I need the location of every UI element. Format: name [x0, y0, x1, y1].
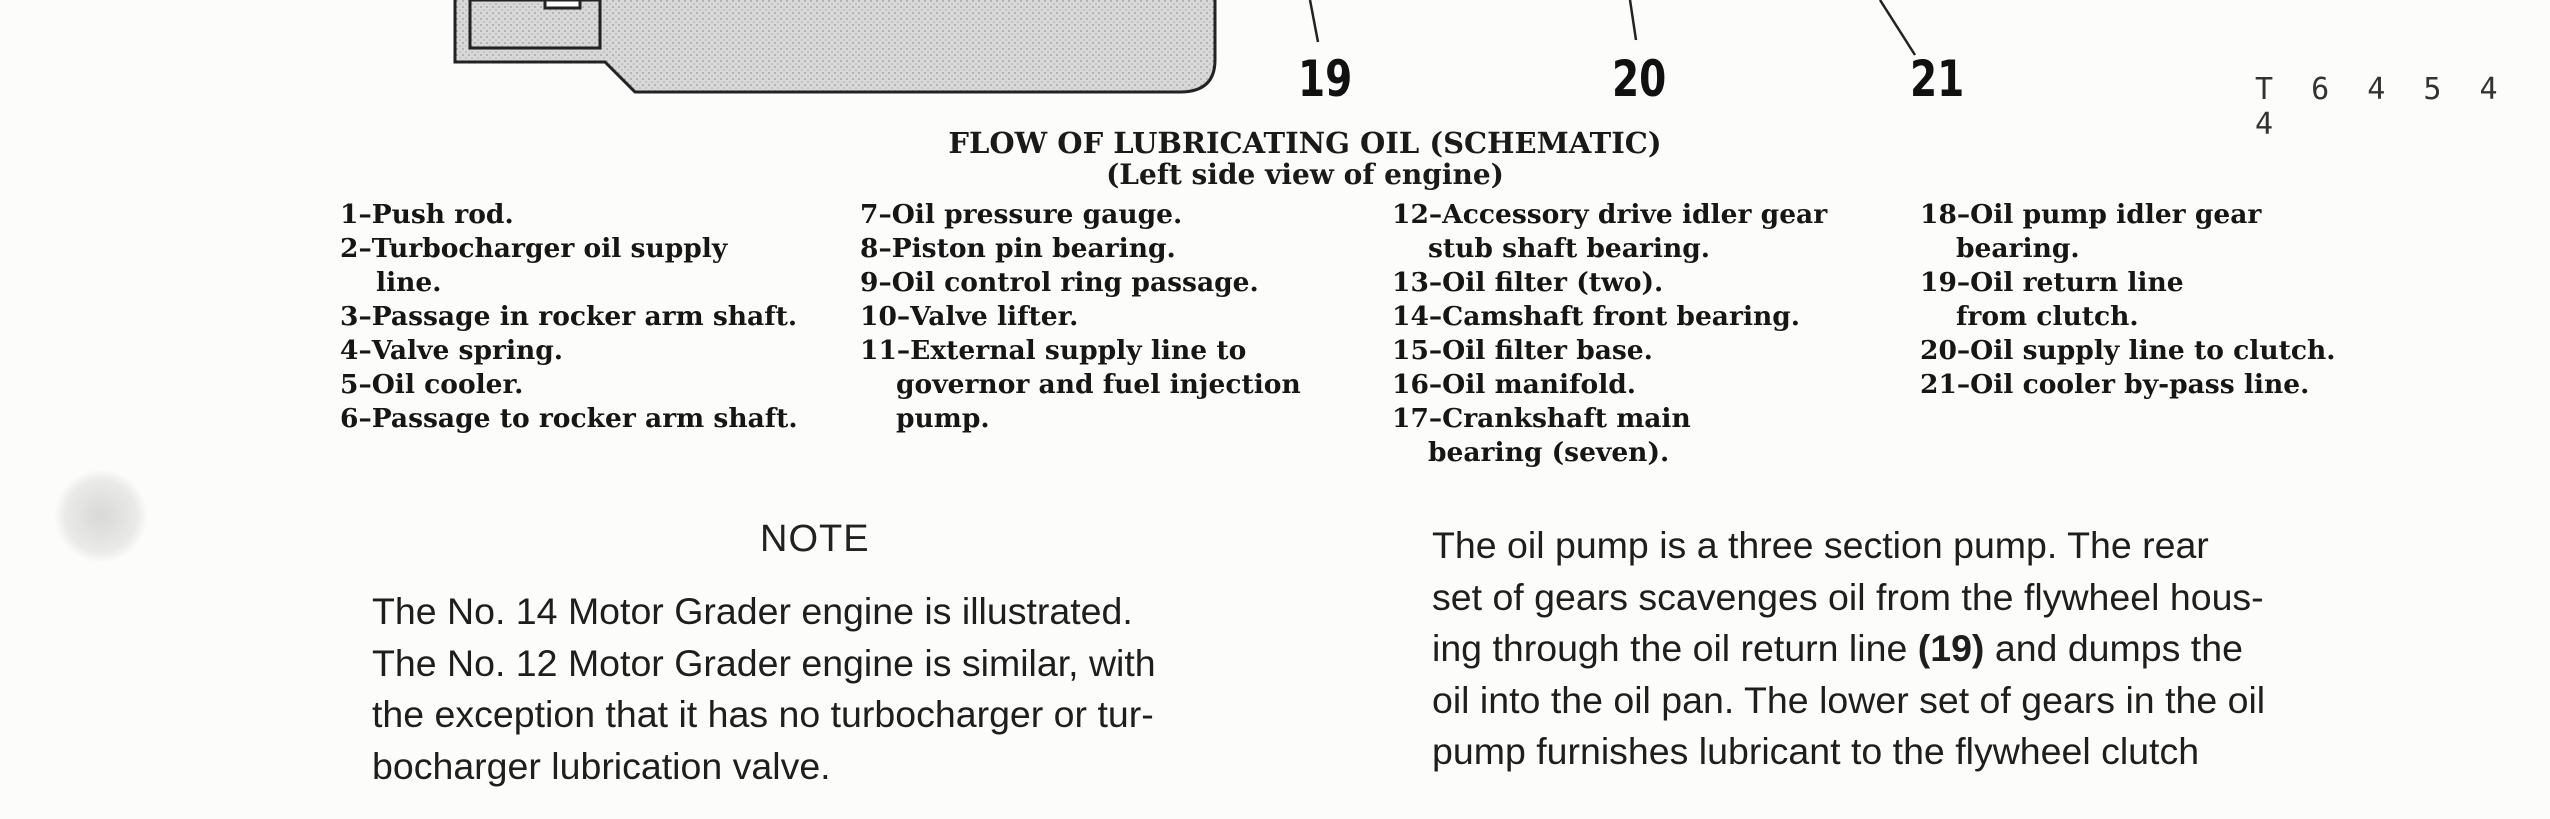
body-line [1432, 623, 2432, 675]
note-line: The No. 14 Motor Grader engine is illustrated. [372, 590, 1133, 632]
legend-item: 5–Oil cooler. [340, 369, 524, 400]
legend-item: 15–Oil filter base. [1392, 335, 1653, 366]
legend-item: 1–Push rod. [340, 199, 514, 230]
legend-item: bearing (seven). [1428, 437, 1670, 468]
figure-caption-title: FLOW OF LUBRICATING OIL (SCHEMATIC) [948, 126, 1662, 160]
body-line [1432, 726, 2432, 778]
note-line: The No. 12 Motor Grader engine is similar, with [372, 641, 1156, 684]
legend-column-3 [1392, 198, 1827, 470]
leader-line-20 [1630, 0, 1636, 40]
callout-20: 20 [1612, 50, 1667, 108]
legend-column-1 [340, 198, 798, 436]
body-paragraph [1432, 520, 2432, 778]
legend-item: 16–Oil manifold. [1392, 369, 1637, 400]
legend-item: from clutch. [1956, 301, 2139, 332]
legend-item: 4–Valve spring. [340, 335, 564, 366]
body-text-segment: set of gears scavenges oil from the flywheel hous- [1432, 575, 2264, 618]
callout-19: 19 [1298, 50, 1353, 108]
legend-item: bearing. [1956, 233, 2080, 264]
legend-item: 7–Oil pressure gauge. [860, 199, 1183, 230]
figure-caption-subtitle: (Left side view of engine) [1106, 158, 1504, 191]
legend-item: line. [376, 267, 442, 298]
legend-column-2 [860, 198, 1301, 436]
legend-item: governor and fuel injection [896, 369, 1301, 400]
plate-number: T 6 4 5 4 4 [2255, 72, 2508, 142]
body-text-segment: (19) [1917, 627, 1985, 669]
note-paragraph [372, 586, 1302, 792]
legend-item: 12–Accessory drive idler gear [1392, 199, 1828, 230]
note-line: bocharger lubrication valve. [372, 744, 831, 787]
engine-schematic-fragment [0, 0, 2550, 120]
legend-item: 20–Oil supply line to clutch. [1920, 335, 2336, 366]
legend-item: 6–Passage to rocker arm shaft. [340, 403, 798, 434]
callout-21: 21 [1910, 50, 1965, 108]
legend-item: 2–Turbocharger oil supply [340, 233, 728, 264]
legend-item: 13–Oil filter (two). [1392, 267, 1664, 298]
legend-item: 3–Passage in rocker arm shaft. [340, 301, 798, 332]
legend-item: 9–Oil control ring passage. [860, 267, 1259, 298]
legend-item: 8–Piston pin bearing. [860, 233, 1176, 264]
legend-item: stub shaft bearing. [1428, 233, 1711, 264]
note-heading: NOTE [760, 518, 870, 560]
body-text-segment: pump furnishes lubricant to the flywheel clutch [1432, 730, 2200, 772]
body-line [1432, 520, 2432, 572]
legend-item: 18–Oil pump idler gear [1920, 199, 2262, 230]
leader-line-21 [1880, 0, 1915, 55]
page-smudge [55, 470, 147, 562]
body-text-segment: oil into the oil pan. The lower set of gears in the oil [1432, 678, 2266, 721]
body-line [1432, 675, 2432, 727]
body-line [1432, 572, 2432, 624]
legend-item: 19–Oil return line [1920, 267, 2184, 298]
body-text-segment: and dumps the [1984, 627, 2243, 669]
legend-item: pump. [896, 403, 990, 434]
legend-column-4 [1920, 198, 2335, 402]
legend-item: 17–Crankshaft main [1392, 403, 1691, 434]
body-text-segment: The oil pump is a three section pump. The rear [1432, 524, 2209, 566]
leader-line-19 [1310, 0, 1318, 42]
note-line: the exception that it has no turbocharger or tur- [372, 693, 1154, 735]
legend-item: 14–Camshaft front bearing. [1392, 301, 1801, 332]
legend-item: 10–Valve lifter. [860, 301, 1079, 332]
body-text-segment: ing through the oil return line [1432, 627, 1918, 669]
legend-item: 11–External supply line to [860, 335, 1247, 366]
legend-item: 21–Oil cooler by-pass line. [1920, 369, 2310, 400]
